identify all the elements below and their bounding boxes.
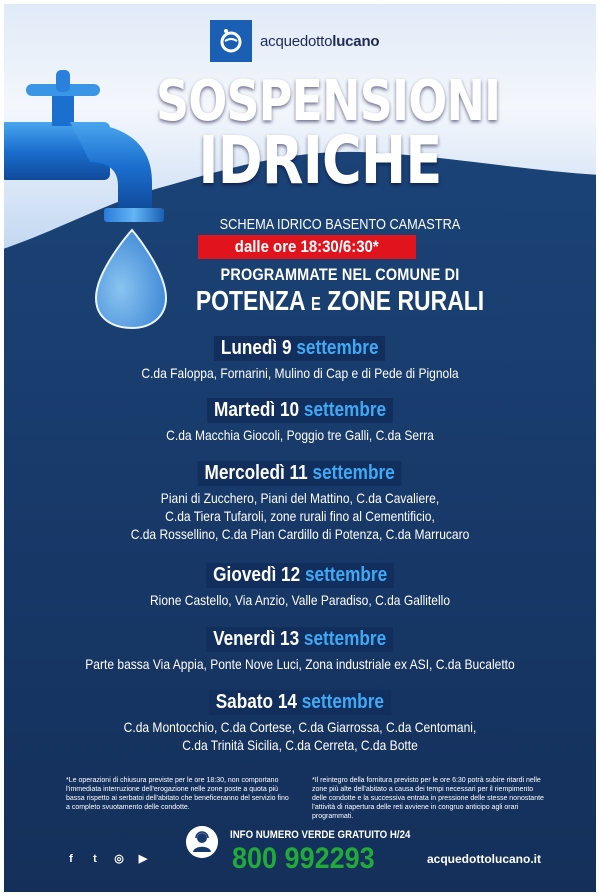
day-areas (42, 426, 558, 444)
day-areas (42, 655, 558, 673)
call-center-operator-icon (186, 826, 218, 858)
area-line: Piani di Zucchero, Piani del Mattino, C.da Cavaliere, (160, 490, 440, 506)
brand-name: acquedottolucano (260, 32, 380, 50)
title-line-2: IDRICHE (198, 122, 442, 199)
day-heading (198, 461, 402, 486)
day-areas (42, 364, 558, 382)
day-month: settembre (301, 691, 385, 713)
phone-number[interactable]: 800 992293 (232, 842, 375, 875)
faucet-icon (0, 70, 175, 330)
day-name: Mercoledì 11 (204, 462, 309, 484)
day-month: settembre (303, 399, 387, 421)
day-areas (42, 718, 558, 754)
day-areas (42, 489, 558, 543)
day-heading (209, 690, 391, 715)
day-month: settembre (304, 564, 387, 586)
note-reopening: *Il reintegro della fornitura previsto per le ore 6:30 potrà subire ritardi nelle zone più alte dell'abitato a causa dei tempi necessari per il riempimento delle condotte e la successiva entrata in pressione delle stesse nonostante l'attività di riapertura delle reti avviene in congruo anticipo agli orari programmati. (312, 777, 544, 820)
area-line: C.da Tiera Tufaroli, zone rurali fino al Cementificio, (165, 508, 435, 524)
schedule-day (0, 563, 600, 609)
area-line: Parte bassa Via Appia, Ponte Nove Luci, Zona industriale ex ASI, C.da Bucaletto (85, 656, 515, 672)
day-month: settembre (312, 462, 396, 484)
title-line-1: SOSPENSIONI (156, 69, 501, 134)
schedule-day (0, 398, 600, 444)
day-areas (42, 591, 558, 609)
instagram-icon[interactable]: ◎ (114, 853, 124, 865)
website-link[interactable]: acquedottolucano.it (427, 852, 541, 866)
area-line: C.da Montocchio, C.da Cortese, C.da Giarrossa, C.da Centomani, (123, 719, 477, 735)
schema-label: SCHEMA IDRICO BASENTO CAMASTRA (219, 216, 461, 233)
day-month: settembre (304, 628, 387, 650)
area-line: C.da Trinità Sicilia, C.da Cerreta, C.da Botte (182, 737, 418, 753)
social-links (64, 852, 150, 866)
day-name: Sabato 14 (215, 691, 298, 713)
day-heading (207, 398, 393, 423)
day-name: Venerdì 13 (213, 628, 300, 650)
location-title: POTENZA E ZONE RURALI (195, 285, 485, 316)
programmed-label: PROGRAMMATE NEL COMUNE DI (220, 265, 460, 284)
area-line: C.da Faloppa, Fornarini, Mulino di Cap e di Pede di Pignola (141, 365, 459, 381)
drop-logo-icon (210, 20, 252, 62)
day-heading (207, 627, 394, 652)
note-closing: *Le operazioni di chiusura previste per le ore 18:30, non comportano l'immediata interruzione dell'erogazione nelle zone poste a quota più bassa rispetto ai serbatoi dell'abitato che beneficeranno del servizio fino a completo svuotamento delle condotte. (66, 777, 289, 811)
day-name: Giovedì 12 (212, 564, 300, 586)
day-heading (206, 563, 394, 588)
area-line: C.da Macchia Giocoli, Poggio tre Galli, C.da Serra (166, 427, 434, 443)
schedule-day (0, 690, 600, 754)
day-name: Lunedì 9 (221, 337, 292, 359)
day-heading (214, 336, 385, 361)
brand-logo (210, 20, 379, 62)
youtube-icon[interactable]: ▶ (138, 853, 148, 865)
day-month: settembre (296, 337, 379, 359)
info-label: INFO NUMERO VERDE GRATUITO H/24 (230, 829, 411, 841)
day-name: Martedì 10 (213, 399, 300, 421)
schedule-day (0, 627, 600, 673)
facebook-icon[interactable]: f (69, 853, 73, 865)
schedule-day (0, 336, 600, 382)
hours-badge: dalle ore 18:30/6:30* (198, 235, 416, 259)
schedule-day (0, 461, 600, 543)
twitter-icon[interactable]: t (93, 853, 97, 865)
area-line: C.da Rossellino, C.da Pian Cardillo di Potenza, C.da Marrucaro (130, 526, 470, 542)
area-line: Rione Castello, Via Anzio, Valle Paradiso, C.da Gallitello (149, 592, 451, 608)
